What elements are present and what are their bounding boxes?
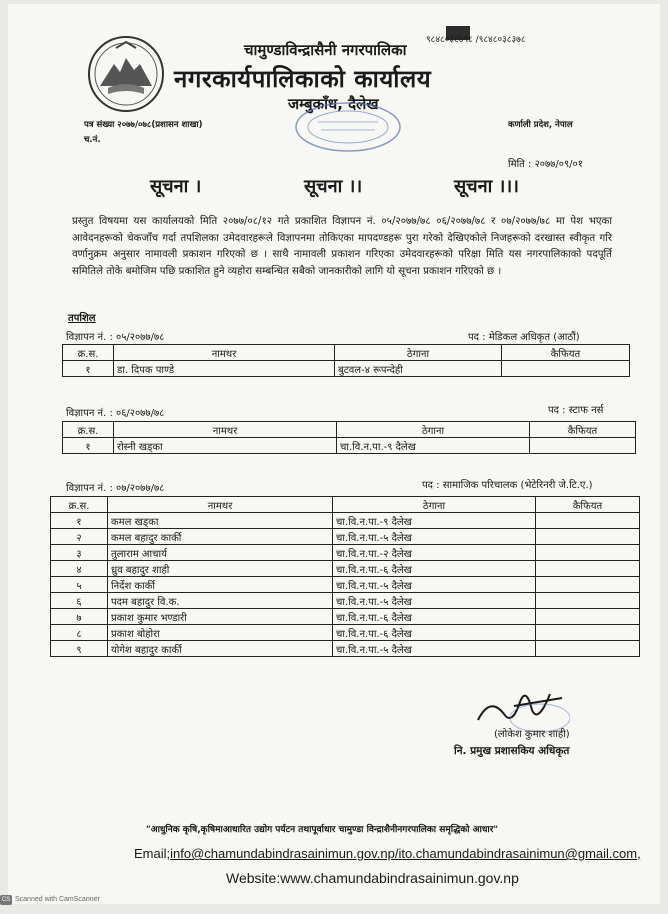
notice-heading-2: सूचना ।। xyxy=(304,176,363,197)
table-row xyxy=(63,438,636,454)
row-name: ध्रुव बहादुर शाही xyxy=(108,561,333,577)
row-address: चा.वि.न.पा.-९ दैलेख xyxy=(337,438,530,454)
row-remarks xyxy=(536,545,640,561)
advertisement-number: विज्ञापन नं. : ०६/२०७७/७८ xyxy=(66,408,165,419)
row-name: कमल बहादुर कार्की xyxy=(108,529,333,545)
signatory-title: नि. प्रमुख प्रशासकिय अधिकृत xyxy=(454,745,570,757)
table-header-row xyxy=(63,345,630,361)
table-row xyxy=(51,529,640,545)
row-sn: ५ xyxy=(51,577,108,593)
office-name: नगरकार्यपालिकाको कार्यालय xyxy=(174,65,432,93)
row-name: रोस्नी खड्का xyxy=(114,438,337,454)
row-name: प्रकाश कुमार भण्डारी xyxy=(108,609,333,625)
notice-heading-3: सूचना ।।। xyxy=(454,176,519,197)
row-address: चा.वि.न.पा.-६ दैलेख xyxy=(333,609,536,625)
nepal-emblem-icon xyxy=(86,34,166,114)
row-sn: ३ xyxy=(51,545,108,561)
post-title: पद : स्टाफ नर्स xyxy=(548,405,604,416)
row-remarks xyxy=(536,641,640,657)
phone-numbers: ९८४८०३८७९८ /९८४८०३८३७८ xyxy=(426,35,526,45)
table-row xyxy=(51,545,640,561)
row-sn: १ xyxy=(63,438,114,454)
table-header-row xyxy=(63,422,636,438)
table-row xyxy=(51,609,640,625)
row-remarks xyxy=(536,529,640,545)
row-name: योगेश बहादुर कार्की xyxy=(108,641,333,657)
column-header-name: नामथर xyxy=(114,422,337,438)
email-link[interactable]: info@chamundabindrasainimun.gov.np/ito.chamundabindrasainimun@gmail.com, xyxy=(170,846,641,861)
camscanner-logo-icon: CS xyxy=(1,897,11,903)
row-remarks xyxy=(536,513,640,529)
signatory-name: (लोकेश कुमार शाही) xyxy=(494,729,570,740)
column-header-sn: क्र.स. xyxy=(51,497,108,513)
row-address: चा.वि.न.पा.-९ दैलेख xyxy=(333,513,536,529)
candidate-table xyxy=(62,421,636,454)
post-title: पद : मेडिकल अधिकृत (आठौं) xyxy=(468,332,580,343)
details-label: तपशिल xyxy=(68,313,96,324)
office-seal-stamp xyxy=(293,100,403,154)
column-header-name: नामथर xyxy=(108,497,333,513)
post-title: पद : सामाजिक परिचालक (भेटेरिनरी जे.टि.ए.) xyxy=(422,480,593,491)
table-row xyxy=(63,361,630,377)
row-address: चा.वि.न.पा.-५ दैलेख xyxy=(333,641,536,657)
table-row xyxy=(51,577,640,593)
row-remarks xyxy=(536,577,640,593)
candidate-table xyxy=(50,496,640,657)
row-sn: १ xyxy=(63,361,114,377)
letter-number: पत्र संख्या २०७७/०७८(प्रशासन शाखा) xyxy=(84,120,203,130)
row-address: चा.वि.न.पा.-२ दैलेख xyxy=(333,545,536,561)
office-location: जम्बुकाँध, दैलेख xyxy=(288,95,379,113)
row-address: बुटवल-४ रूपन्देही xyxy=(335,361,502,377)
table-row xyxy=(51,625,640,641)
row-address: चा.वि.न.पा.-६ दैलेख xyxy=(333,561,536,577)
footer-email xyxy=(134,846,641,861)
row-remarks xyxy=(536,561,640,577)
table-row xyxy=(51,561,640,577)
notice-page xyxy=(8,4,660,904)
column-header-name: नामथर xyxy=(114,345,335,361)
row-remarks xyxy=(536,625,640,641)
column-header-sn: क्र.स. xyxy=(63,422,114,438)
column-header-address: ठेगाना xyxy=(337,422,530,438)
row-sn: ८ xyxy=(51,625,108,641)
row-address: चा.वि.न.पा.-५ दैलेख xyxy=(333,577,536,593)
email-label: Email; xyxy=(134,846,171,861)
row-sn: ९ xyxy=(51,641,108,657)
municipality-name: चामुण्डाविन्द्रासैनी नगरपालिका xyxy=(244,41,407,59)
row-name: प्रकाश बोहोरा xyxy=(108,625,333,641)
dispatch-number: च.नं. xyxy=(84,135,101,145)
row-sn: ६ xyxy=(51,593,108,609)
table-row xyxy=(51,593,640,609)
row-name: पदम बहादुर वि.क. xyxy=(108,593,333,609)
scanner-watermark xyxy=(0,895,100,905)
row-name: डा. दिपक पाण्डे xyxy=(114,361,335,377)
row-name: कमल खड्का xyxy=(108,513,333,529)
column-header-address: ठेगाना xyxy=(335,345,502,361)
table-header-row xyxy=(51,497,640,513)
province-label: कर्णाली प्रदेश, नेपाल xyxy=(508,120,573,130)
row-address: चा.वि.न.पा.-५ दैलेख xyxy=(333,593,536,609)
row-address: चा.वि.न.पा.-६ दैलेख xyxy=(333,625,536,641)
row-sn: ४ xyxy=(51,561,108,577)
row-remarks xyxy=(502,361,630,377)
row-sn: १ xyxy=(51,513,108,529)
column-header-sn: क्र.स. xyxy=(63,345,114,361)
notice-date: मिति : २०७७/०९/०१ xyxy=(508,159,583,170)
row-sn: २ xyxy=(51,529,108,545)
row-address: चा.वि.न.पा.-५ दैलेख xyxy=(333,529,536,545)
footer-website[interactable]: Website:www.chamundabindrasainimun.gov.np xyxy=(226,870,519,886)
column-header-remarks: कैफियत xyxy=(502,345,630,361)
row-remarks xyxy=(530,438,636,454)
advertisement-number: विज्ञापन नं. : ०५/२०७७/७८ xyxy=(66,332,165,343)
row-remarks xyxy=(536,593,640,609)
notice-heading-1: सूचना । xyxy=(150,176,202,197)
row-name: तुलाराम आचार्य xyxy=(108,545,333,561)
candidate-table xyxy=(62,344,630,377)
scanner-label: Scanned with CamScanner xyxy=(15,896,100,903)
row-remarks xyxy=(536,609,640,625)
column-header-remarks: कैफियत xyxy=(536,497,640,513)
advertisement-number: विज्ञापन नं. : ०७/२०७७/७८ xyxy=(66,483,165,494)
column-header-remarks: कैफियत xyxy=(530,422,636,438)
row-sn: ७ xyxy=(51,609,108,625)
footer-motto: "आधुनिक कृषि,कृषिमाआधारित उद्योग पर्यटन तथापूर्वाधार चामुण्डा विन्द्राशैनीनगरपालिका समृद्धिको आधार" xyxy=(146,825,499,835)
row-name: निर्देश कार्की xyxy=(108,577,333,593)
table-row xyxy=(51,641,640,657)
notice-body: प्रस्तुत विषयमा यस कार्यालयको मिति २०७७/०८/१२ गते प्रकाशित विज्ञापन नं. ०५/२०७७/७८ ०६/२०७७/७८ र ०७/२०७७/७८ मा पेश भएका आवेदनहरूको चेकजाँच गर्दा तपशिलका उमेदवारहरूले विज्ञापनमा तोकिएका मापदण्डहरू पुरा गरेको देखिएकोले निजहरूको दरखास्त स्वीकृत गरि वर्णानुक्रम अनुसार नामावली प्रकाशन गरिएको छ । साथै नामावली प्रकाशन गरिएका उमेदवारहरूको परिक्षा मिति यस नगरपालिकाको पदपूर्ति समितिले तोके बमोजिम पछि प्रकाशित हुने व्यहोरा सम्बन्धित सबैको जानकारीको लागि यो सूचना प्रकाशन गरिएको छ । xyxy=(72,216,612,277)
column-header-address: ठेगाना xyxy=(333,497,536,513)
table-row xyxy=(51,513,640,529)
